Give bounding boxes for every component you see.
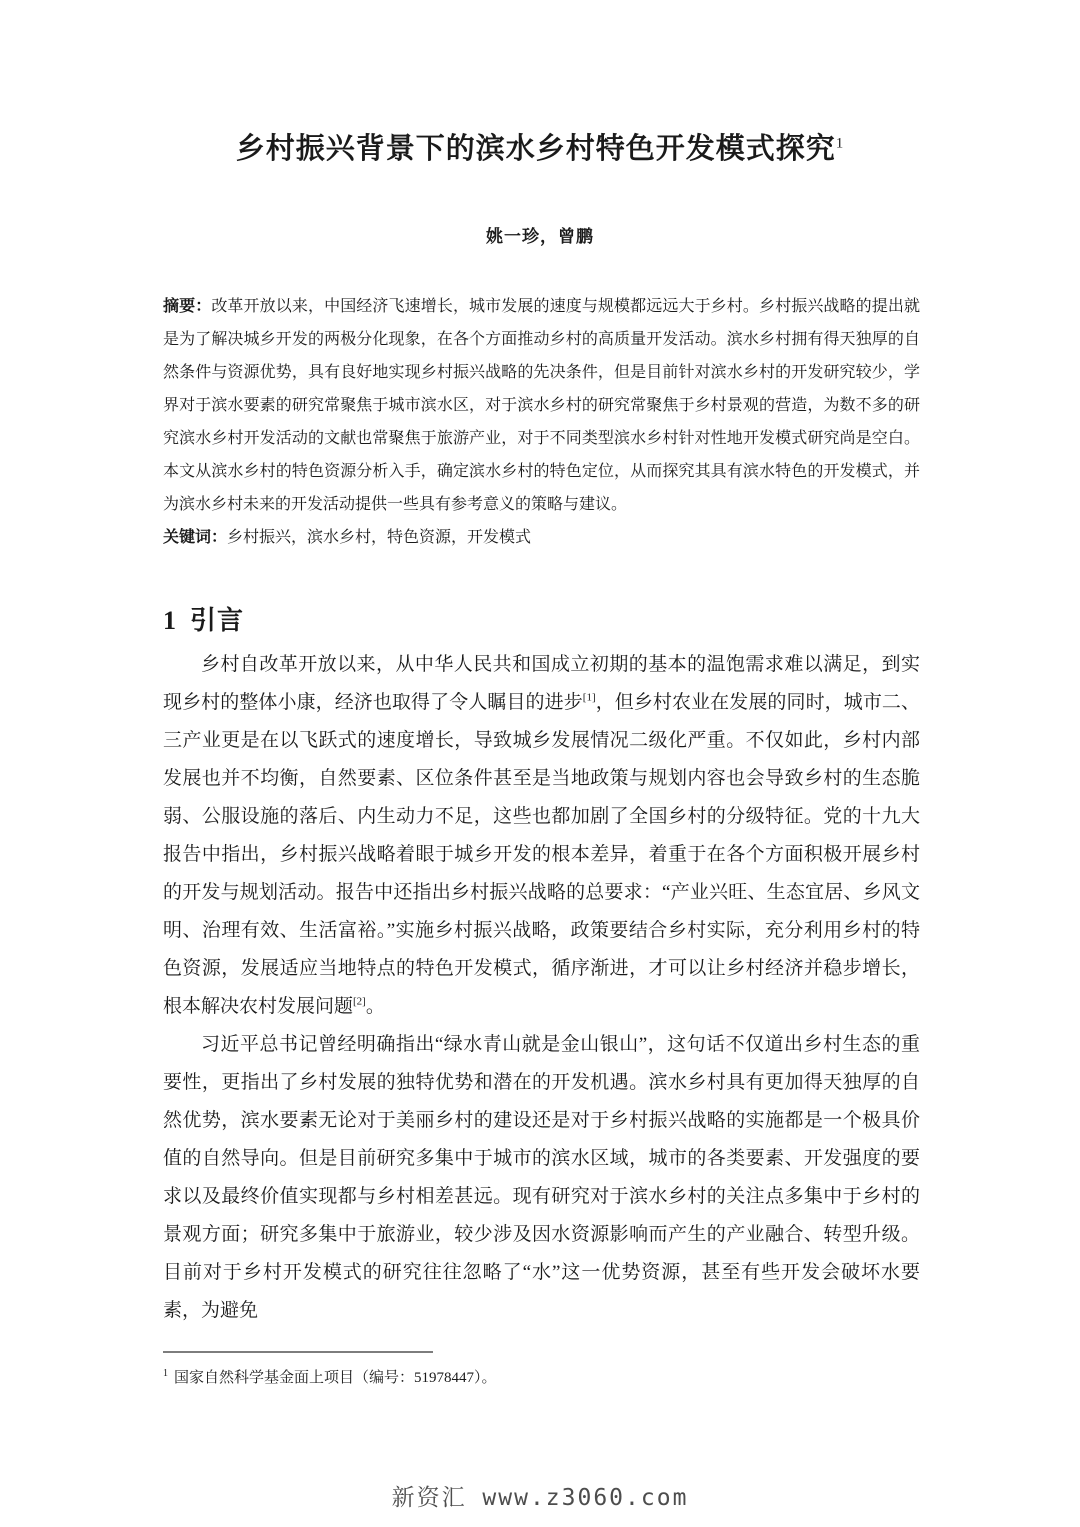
footnote-ref-number: 1 [163,1368,168,1379]
abstract-paragraph [163,290,920,521]
paper-title [0,126,1080,167]
paragraph-text: ，但乡村农业在发展的同时，城市二、三产业更是在以飞跃式的速度增长，导致城乡发展情况二级化严重。不仅如此，乡村内部发展也并不均衡，自然要素、区位条件甚至是当地政策与规划内容也会导致乡村的生态脆弱、公服设施的落后、内生动力不足，这些也都加剧了全国乡村的分级特征。党的十九大报告中指出，乡村振兴战略着眼于城乡开发的根本差异，着重于在各个方面积极开展乡村的开发与规划活动。报告中还指出乡村振兴战略的总要求：“产业兴旺、生态宜居、乡风文明、治理有效、生活富裕。”实施乡村振兴战略，政策要结合乡村实际，充分利用乡村的特色资源，发展适应当地特点的特色开发模式，循序渐进，才可以让乡村经济并稳步增长，根本解决农村发展问题 [163,692,920,1017]
footnote-divider [163,1351,433,1353]
citation-ref-2: [2] [353,995,366,1008]
abstract-block [163,290,920,554]
keywords-text: 乡村振兴，滨水乡村，特色资源，开发模式 [227,529,532,546]
intro-paragraph-2: 习近平总书记曾经明确指出“绿水青山就是金山银山”，这句话不仅道出乡村生态的重要性，更指出了乡村发展的独特优势和潜在的开发机遇。滨水乡村具有更加得天独厚的自然优势，滨水要素无论对于美丽乡村的建设还是对于乡村振兴战略的实施都是一个极具价值的自然导向。但是目前研究多集中于城市的滨水区域，城市的各类要素、开发强度的要求以及最终价值实现都与乡村相差甚远。现有研究对于滨水乡村的关注点多集中于乡村的景观方面；研究多集中于旅游业，较少涉及因水资源影响而产生的产业融合、转型升级。目前对于乡村开发模式的研究往往忽略了“水”这一优势资源，甚至有些开发会破坏水要素，为避免 [163,1034,920,1321]
footnote [163,1366,920,1390]
section-title: 引言 [190,605,245,635]
paragraph-text: 。 [365,996,385,1017]
paper-title-text: 乡村振兴背景下的滨水乡村特色开发模式探究 [235,133,836,165]
citation-ref-1: [1] [582,691,596,704]
title-footnote-ref: 1 [835,135,845,152]
section-number: 1 [163,606,176,635]
authors-line: 姚一珍，曾鹏 [486,227,594,246]
intro-paragraph-1 [163,646,920,1026]
footnote-text: 国家自然科学基金面上项目（编号：51978447）。 [174,1370,497,1386]
abstract-label: 摘要： [163,298,212,315]
abstract-text: 改革开放以来，中国经济飞速增长，城市发展的速度与规模都远远大于乡村。乡村振兴战略的提出就是为了解决城乡开发的两极分化现象，在各个方面推动乡村的高质量开发活动。滨水乡村拥有得天独厚的自然条件与资源优势，具有良好地实现乡村振兴战略的先决条件，但是目前针对滨水乡村的开发研究较少，学界对于滨水要素的研究常聚焦于城市滨水区，对于滨水乡村的研究常聚焦于乡村景观的营造，为数不多的研究滨水乡村开发活动的文献也常聚焦于旅游产业，对于不同类型滨水乡村针对性地开发模式研究尚是空白。本文从滨水乡村的特色资源分析入手，确定滨水乡村的特色定位，从而探究其具有滨水特色的开发模式，并为滨水乡村未来的开发活动提供一些具有参考意义的策略与建议。 [163,298,920,513]
introduction-body [163,646,920,1330]
keywords-line [163,521,920,554]
section-heading-introduction [163,600,244,637]
paragraph-text: 乡村自改革开放以来，从中华人民共和国成立初期的基本的温饱需求难以满足，到实现乡村的整体小康，经济也取得了令人瞩目的进步 [163,654,920,713]
watermark-footer: 新资汇 www.z3060.com [391,1485,689,1511]
keywords-label: 关键词： [163,529,228,546]
